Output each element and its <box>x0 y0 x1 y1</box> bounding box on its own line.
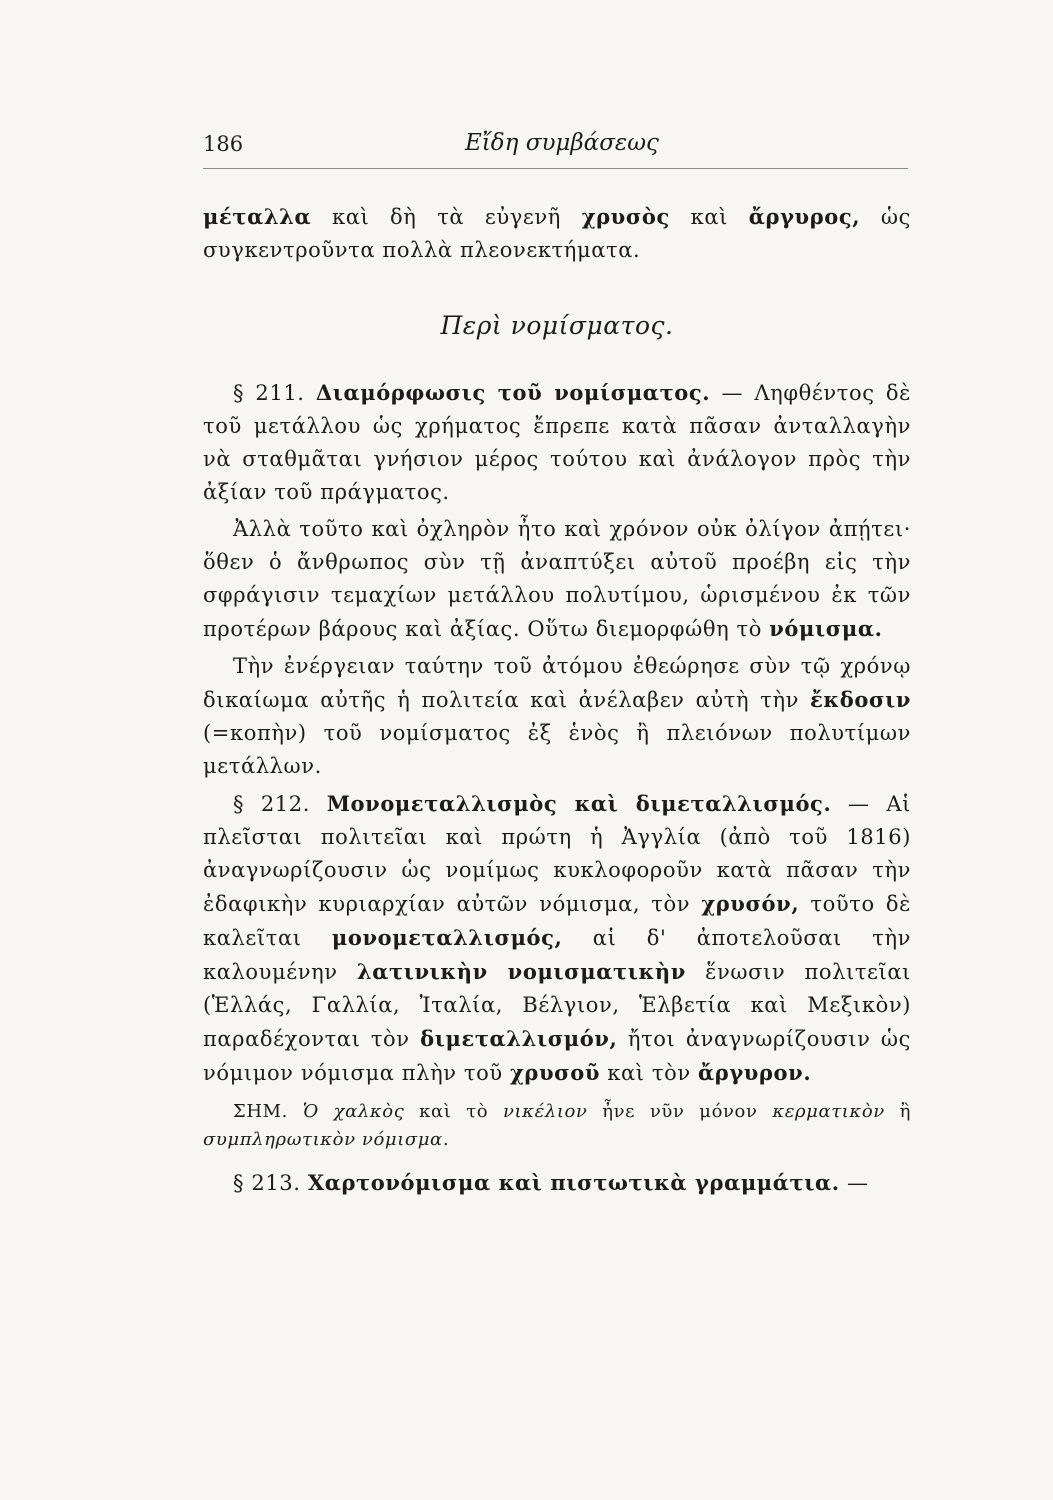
text-run: ὡς συγκεντροῦντα πολλὰ πλεονεκτήματα. <box>203 205 912 262</box>
section-number: § 212. <box>233 792 310 816</box>
text-run: καὶ δὴ τὰ εὐγενῆ <box>311 205 582 229</box>
bold-term: μέταλλα <box>203 204 312 229</box>
section-heading: Μονομεταλλισμὸς καὶ διμεταλλισμός. <box>326 791 832 816</box>
text-run: καὶ τὸν <box>600 1061 699 1085</box>
text-run: (=κοπὴν) τοῦ νομίσματος ἐξ ἑνὸς ἢ πλειόνων πολυτίμων μετάλλων. <box>203 721 911 778</box>
section-213 <box>203 1166 911 1200</box>
note-label: ΣΗΜ. <box>233 1101 288 1122</box>
bold-term: ἔκδοσιν <box>810 687 911 712</box>
section-number: § 213. <box>233 1171 301 1195</box>
text-run: — Αἱ πλεῖσται πολιτεῖαι καὶ πρώτη ἡ Ἀγγλία (ἀπὸ τοῦ 1816) ἀναγνωρίζουσιν ὡς νομίμως κυκλοφοροῦν κατὰ πᾶσαν τὴν ἐδαφικὴν κυριαρχίαν αὐτῶν νόμισμα, τὸν <box>203 792 911 916</box>
text-run: — Ληφθέντος δὲ τοῦ μετάλλου ὡς χρήματος ἔπρεπε κατὰ πᾶσαν ἀνταλλαγὴν νὰ σταθμᾶται γνήσιον μέρος τούτου καὶ ἀνάλογον πρὸς τὴν ἀξίαν τοῦ πράγματος. <box>203 381 911 504</box>
text-run: Τὴν ἐνέργειαν ταύτην τοῦ ἀτόμου ἐθεώρησε σὺν τῷ χρόνῳ δικαίωμα αὐτῆς ἡ πολιτεία καὶ ἀνέλαβεν αὐτὴ τὴν <box>203 654 911 712</box>
text-run: Ἀλλὰ τοῦτο καὶ ὀχληρὸν ἦτο καὶ χρόνον οὐκ ὀλίγον ἀπῄτει· ὅθεν ὁ ἄνθρωπος σὺν τῇ ἀναπτύξει αὐτοῦ προέβη εἰς τὴν σφράγισιν τεμαχίων μετάλλου πολυτίμου, ὡρισμένου ἐκ τῶν προτέρων βάρους καὶ ἀξίας. Οὕτω διεμορφώθη τὸ <box>203 517 911 641</box>
bold-term: χρυσὸς <box>581 204 670 229</box>
page-number: 186 <box>203 132 244 156</box>
text-run: καὶ <box>669 205 749 229</box>
text-run: ἕνωσιν πολιτεῖαι (Ἑλλάς, Γαλλία, Ἰταλία, Βέλγιον, Ἑλβετία καὶ Μεξικὸν) παραδέχονται τὸν <box>203 960 911 1051</box>
text-run: ἢ <box>884 1101 911 1122</box>
bold-term: ἄργυρος, <box>748 204 861 229</box>
text-run: . <box>442 1129 450 1150</box>
bold-term: ἄργυρον. <box>698 1060 812 1085</box>
bold-term: μονομεταλλισμός, <box>331 925 563 950</box>
paragraph <box>203 650 911 783</box>
text-run: καὶ τὸ <box>404 1101 503 1122</box>
italic-term: κερματικὸν <box>772 1101 885 1122</box>
text-run: αἱ δ' ἀποτελοῦσαι τὴν καλουμένην <box>203 926 911 984</box>
section-heading: Χαρτονόμισμα καὶ πιστωτικὰ γραμμάτια. <box>307 1170 840 1195</box>
note <box>203 1098 911 1154</box>
section-212 <box>203 787 911 1090</box>
text-run: ἦνε νῦν μόνον <box>587 1101 773 1122</box>
bold-term: χρυσόν, <box>701 891 800 916</box>
text-run: ἤτοι ἀναγνωρίζουσιν ὡς νόμιμον νόμισμα πλὴν τοῦ <box>203 1027 912 1085</box>
text-run: — <box>839 1171 869 1195</box>
italic-term: νικέλιον <box>502 1101 588 1122</box>
page-header <box>203 128 908 168</box>
text-run: τοῦτο δὲ καλεῖται <box>203 892 912 950</box>
section-heading: Διαμόρφωσις τοῦ νομίσματος. <box>315 380 711 405</box>
page-body <box>203 200 911 1200</box>
bold-term: διμεταλλισμόν, <box>420 1026 618 1051</box>
paragraph <box>203 513 911 646</box>
paragraph-continuation <box>203 200 911 267</box>
running-title: Εἴδη συμβάσεως <box>465 130 659 156</box>
bold-term: νόμισμα. <box>769 616 883 641</box>
section-number: § 211. <box>233 381 305 405</box>
header-rule <box>203 168 908 169</box>
bold-term: χρυσοῦ <box>510 1060 601 1085</box>
bold-term: λατινικὴν νομισματικὴν <box>356 959 686 984</box>
section-title: Περὶ νομίσματος. <box>440 311 674 340</box>
italic-term: συμπληρωτικὸν νόμισμα <box>203 1129 443 1150</box>
section-211 <box>203 376 911 509</box>
italic-term: Ὁ χαλκὸς <box>287 1101 405 1122</box>
